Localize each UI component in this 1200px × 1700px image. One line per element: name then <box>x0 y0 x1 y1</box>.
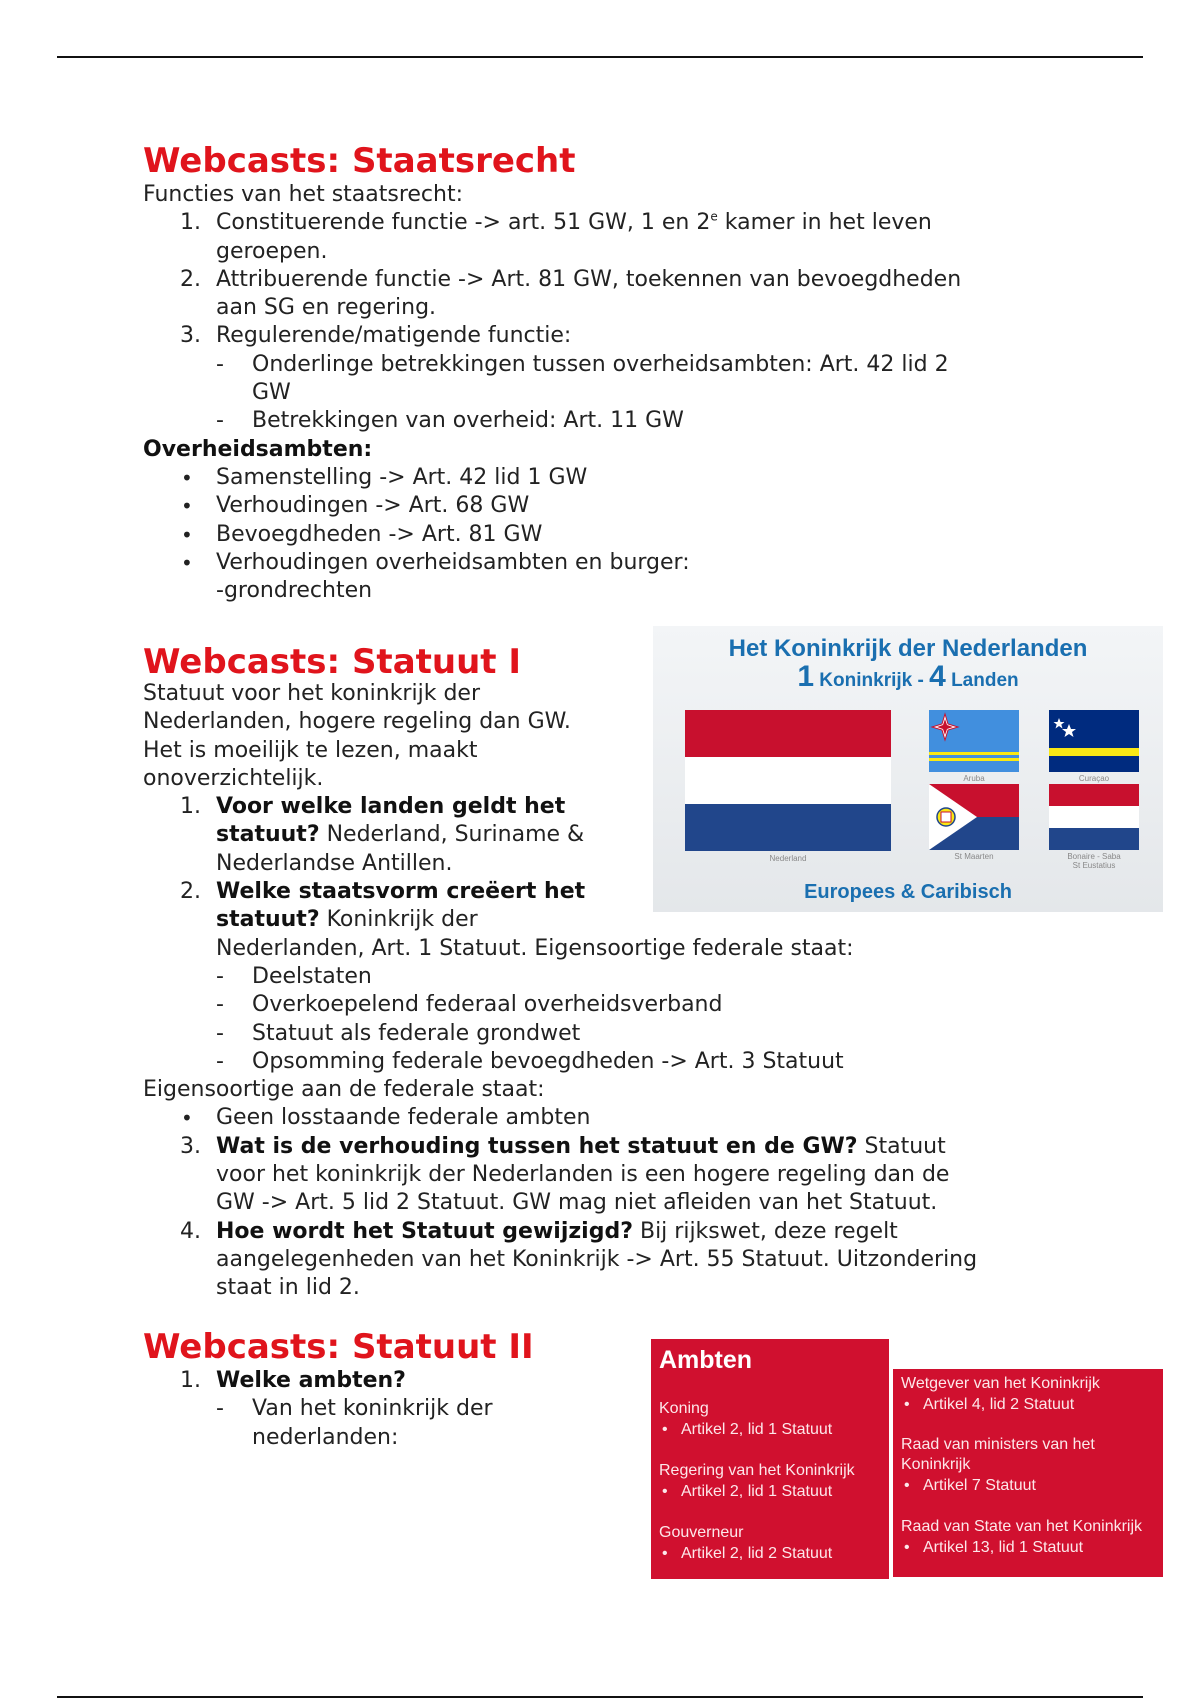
item-number: 2. <box>180 879 201 905</box>
ambt-name: Gouverneur <box>659 1524 744 1541</box>
sint-maarten-flag <box>929 784 1019 850</box>
ambten-panel-right <box>893 1369 1163 1577</box>
item-text: geroepen. <box>216 238 328 264</box>
image-subtitle <box>653 662 1163 696</box>
list-item <box>143 266 1063 323</box>
sub-item <box>143 1020 1083 1048</box>
bullet-text: -grondrechten <box>216 578 373 604</box>
bullet-text: Geen losstaande federale ambten <box>216 1105 591 1131</box>
aruba-flag <box>929 710 1019 772</box>
question-text: statuut? <box>216 822 320 848</box>
bes-islands-flag <box>1049 784 1139 850</box>
sub-text: Statuut als federale grondwet <box>252 1020 581 1046</box>
bullet: • <box>181 494 193 519</box>
netherlands-flag <box>685 710 891 851</box>
list-item <box>143 209 1063 266</box>
answer-text: Statuut <box>857 1133 946 1159</box>
ambt-name: Koninkrijk <box>901 1456 971 1473</box>
bullet-text: Samenstelling -> Art. 42 lid 1 GW <box>216 464 588 490</box>
answer-text: GW -> Art. 5 lid 2 Statuut. GW mag niet afleiden van het Statuut. <box>216 1190 938 1216</box>
ambt-ref: • Artikel 13, lid 1 Statuut <box>901 1538 1083 1558</box>
subtitle-number: 4 <box>929 660 946 693</box>
ambt-name: Wetgever van het Koninkrijk <box>901 1375 1100 1392</box>
sub-text: Betrekkingen van overheid: Art. 11 GW <box>252 408 684 434</box>
answer-text: Nederlandse Antillen. <box>216 850 453 876</box>
sub-item <box>143 407 1063 435</box>
koninkrijk-image <box>653 626 1163 912</box>
caption-aruba: Aruba <box>963 774 985 783</box>
subheading-overheidsambten: Overheidsambten: <box>143 436 373 462</box>
footer-rule <box>57 1696 1143 1698</box>
bullet-item <box>143 1104 1083 1132</box>
list-item <box>143 322 1063 350</box>
sub-item <box>143 991 1083 1019</box>
bullet-text: Verhoudingen overheidsambten en burger: <box>216 549 690 575</box>
question-item <box>143 1367 643 1395</box>
intro-line: Statuut voor het koninkrijk der <box>143 681 480 706</box>
sub-item <box>143 1048 1083 1076</box>
sub-text: nederlanden: <box>252 1424 399 1450</box>
caption-sint-maarten: St Maarten <box>954 852 994 861</box>
dash: - <box>216 963 224 989</box>
sub-item <box>143 351 1063 408</box>
question-item <box>143 1218 1083 1303</box>
answer-text: voor het koninkrijk der Nederlanden is een hogere regeling dan de <box>216 1162 950 1188</box>
bullet: • <box>181 465 193 490</box>
caption-curacao: Curaçao <box>1078 774 1110 783</box>
bullet-text: Bevoegdheden -> Art. 81 GW <box>216 521 543 547</box>
sub-text: GW <box>252 380 291 406</box>
question-text: Wat is de verhouding tussen het statuut en de GW? <box>216 1133 858 1159</box>
image-title: Het Koninkrijk der Nederlanden <box>728 635 1088 662</box>
dash: - <box>216 992 224 1018</box>
superscript: e <box>710 209 718 224</box>
question-text: Welke ambten? <box>216 1368 406 1393</box>
question-text: Hoe wordt het Statuut gewijzigd? <box>216 1218 633 1244</box>
sub-text: Overkoepelend federaal overheidsverband <box>252 992 723 1018</box>
image-footer: Europees & Caribisch <box>804 881 1012 903</box>
question-text: statuut? <box>216 907 320 933</box>
ambten-title: Ambten <box>659 1346 753 1374</box>
bullet: • <box>181 522 193 547</box>
item-number: 2. <box>180 266 201 292</box>
bullet: • <box>181 1106 193 1131</box>
sub-item <box>143 963 1083 991</box>
bullet-item <box>143 521 1063 549</box>
item-number: 1. <box>180 794 201 820</box>
eigen-text: Eigensoortige aan de federale staat: <box>143 1077 545 1103</box>
caption-line: Bonaire - Saba <box>1067 852 1121 861</box>
answer-text: staat in lid 2. <box>216 1275 360 1301</box>
answer-text: Bij rijkswet, deze regelt <box>632 1218 898 1244</box>
caption-bes <box>1049 852 1139 870</box>
header-rule <box>57 56 1143 58</box>
heading-statuut-1: Webcasts: Statuut I <box>143 642 522 682</box>
bullet-text: Verhoudingen -> Art. 68 GW <box>216 493 530 519</box>
question-item <box>143 1133 1083 1218</box>
item-number: 3. <box>180 323 201 349</box>
subtitle-text: Landen <box>945 670 1019 691</box>
ambt-name: Koning <box>659 1400 709 1417</box>
ambt-ref: • Artikel 2, lid 1 Statuut <box>659 1482 832 1502</box>
section-staatsrecht <box>143 181 1063 605</box>
answer-text: Nederland, Suriname & <box>319 822 585 848</box>
ambt-ref: • Artikel 2, lid 1 Statuut <box>659 1420 832 1440</box>
item-text: kamer in het leven <box>717 210 932 236</box>
sub-text: Van het koninkrijk der <box>252 1396 493 1422</box>
sub-text: Onderlinge betrekkingen tussen overheidsambten: Art. 42 lid 2 <box>252 351 949 377</box>
dash: - <box>216 1396 224 1422</box>
subtitle-text: Koninkrijk - <box>814 670 930 691</box>
bullet-item <box>143 492 1063 520</box>
ambt-name: Raad van ministers van het <box>901 1436 1095 1453</box>
curacao-flag <box>1049 710 1139 772</box>
sub-text: Opsomming federale bevoegdheden -> Art. 3 Statuut <box>252 1048 844 1074</box>
item-text: Constituerende functie -> art. 51 GW, 1 en 2 <box>216 210 711 236</box>
item-number: 1. <box>180 1368 201 1393</box>
bullet-item <box>143 549 1063 606</box>
dash: - <box>216 1020 224 1046</box>
intro-line: Nederlanden, hogere regeling dan GW. <box>143 709 571 735</box>
answer-text: aangelegenheden van het Koninkrijk -> Art. 55 Statuut. Uitzondering <box>216 1246 978 1272</box>
intro-line: Het is moeilijk te lezen, maakt <box>143 737 478 763</box>
caption-line: St Eustatius <box>1072 861 1116 870</box>
item-number: 1. <box>180 210 201 236</box>
question-text: Voor welke landen geldt het <box>216 794 566 820</box>
ambt-name: Raad van State van het Koninkrijk <box>901 1518 1143 1535</box>
dash: - <box>216 351 224 377</box>
heading-statuut-2: Webcasts: Statuut II <box>143 1327 534 1367</box>
ambt-ref: • Artikel 7 Statuut <box>901 1476 1036 1496</box>
overheidsambten-list <box>143 464 1063 605</box>
item-number: 3. <box>180 1133 201 1159</box>
intro-text: Functies van het staatsrecht: <box>143 182 464 207</box>
ambt-ref: • Artikel 4, lid 2 Statuut <box>901 1395 1074 1415</box>
bullet-item <box>143 464 1063 492</box>
item-text: Regulerende/matigende functie: <box>216 323 572 349</box>
question-text: Welke staatsvorm creëert het <box>216 879 586 905</box>
heading-staatsrecht: Webcasts: Staatsrecht <box>143 141 576 181</box>
ambt-name: Regering van het Koninkrijk <box>659 1462 855 1479</box>
sub-text: Deelstaten <box>252 963 372 989</box>
item-text: aan SG en regering. <box>216 295 437 321</box>
item-number: 4. <box>180 1218 201 1244</box>
section-statuut-2 <box>143 1367 643 1452</box>
sub-item <box>143 1395 643 1452</box>
intro-line: onoverzichtelijk. <box>143 765 324 791</box>
bullet: • <box>181 550 193 575</box>
caption-nederland: Nederland <box>769 854 807 863</box>
answer-text: Koninkrijk der <box>319 907 478 933</box>
subtitle-number: 1 <box>797 660 815 693</box>
dash: - <box>216 1048 224 1074</box>
dash: - <box>216 408 224 434</box>
item-text: Attribuerende functie -> Art. 81 GW, toekennen van bevoegdheden <box>216 266 962 292</box>
answer-text: Nederlanden, Art. 1 Statuut. Eigensoortige federale staat: <box>216 935 854 961</box>
functies-list <box>143 209 1063 350</box>
ambten-panel-left <box>651 1339 889 1579</box>
ambt-ref: • Artikel 2, lid 2 Statuut <box>659 1544 832 1564</box>
